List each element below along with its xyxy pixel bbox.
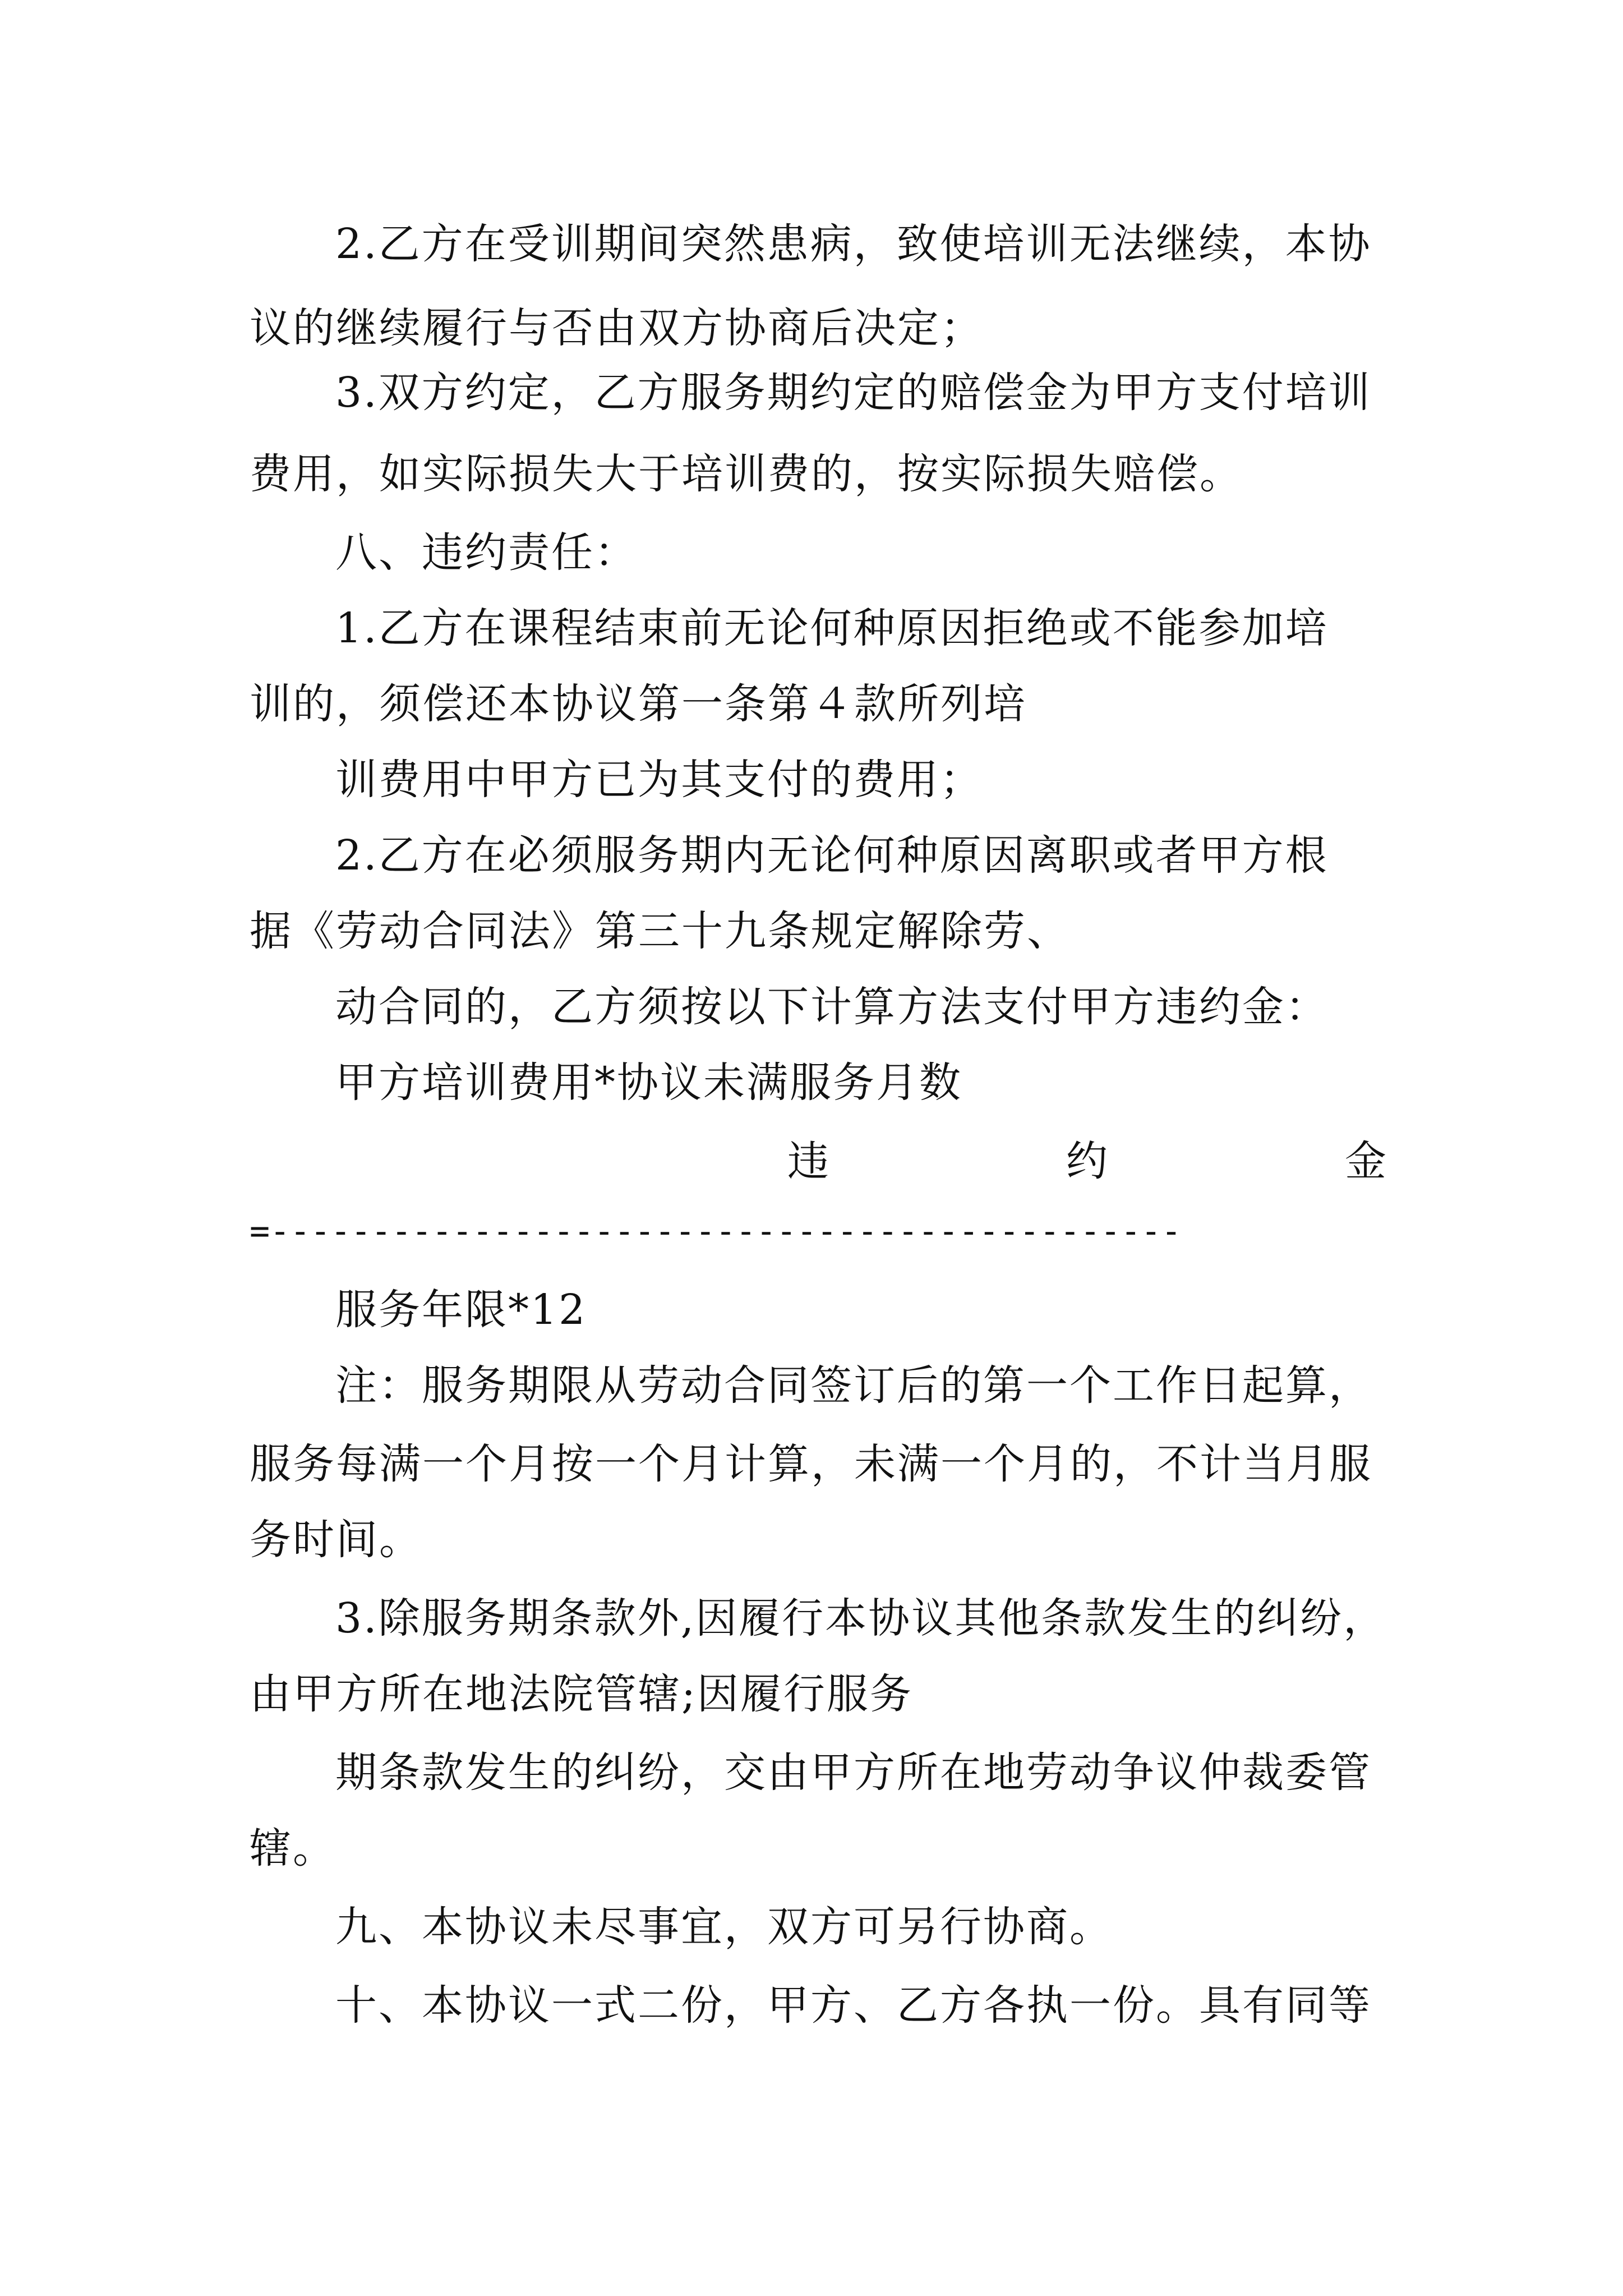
clause-7-2-line-1: 2.乙方在受训期间突然患病，致使培训无法继续，本协 bbox=[335, 220, 1372, 268]
formula-label-char-3: 金 bbox=[1345, 1137, 1388, 1185]
note-line-3: 务时间。 bbox=[250, 1516, 422, 1564]
clause-8-1-line-2: 训的，须偿还本协议第一条第４款所列培 bbox=[250, 680, 1027, 728]
clause-8-2-line-2: 据《劳动合同法》第三十九条规定解除劳、 bbox=[250, 907, 1070, 955]
clause-7-3-line-2: 费用，如实际损失大于培训费的，按实际损失赔偿。 bbox=[250, 450, 1243, 498]
clause-8-1-line-1: 1.乙方在课程结束前无论何种原因拒绝或不能参加培 bbox=[335, 604, 1329, 652]
clause-7-3-line-1: 3.双方约定，乙方服务期约定的赔偿金为甲方支付培训 bbox=[335, 369, 1372, 417]
formula-label-char-1: 违 bbox=[787, 1137, 831, 1185]
formula-label-row bbox=[250, 1133, 1388, 1189]
formula-denominator: 服务年限*12 bbox=[335, 1286, 587, 1334]
note-line-2: 服务每满一个月按一个月计算，未满一个月的，不计当月服 bbox=[250, 1440, 1372, 1488]
section-9-line: 九、本协议未尽事宜，双方可另行协商。 bbox=[335, 1903, 1113, 1951]
section-8-heading: 八、违约责任： bbox=[335, 528, 638, 577]
clause-8-3-line-2: 由甲方所在地法院管辖;因履行服务 bbox=[250, 1670, 913, 1718]
note-line-1: 注：服务期限从劳动合同签订后的第一个工作日起算， bbox=[335, 1361, 1372, 1410]
section-10-line: 十、本协议一式二份，甲方、乙方各执一份。具有同等 bbox=[335, 1981, 1372, 2030]
formula-fraction-line: =--------------------------------------------- bbox=[250, 1212, 1182, 1251]
clause-7-2-line-2: 议的继续履行与否由双方协商后决定； bbox=[250, 304, 984, 352]
clause-8-1-line-3: 训费用中甲方已为其支付的费用； bbox=[335, 756, 983, 804]
clause-8-3-line-3: 期条款发生的纠纷，交由甲方所在地劳动争议仲裁委管 bbox=[335, 1749, 1372, 1797]
formula-label-char-2: 约 bbox=[1066, 1137, 1109, 1185]
formula-numerator: 甲方培训费用*协议未满服务月数 bbox=[335, 1059, 962, 1107]
clause-8-2-line-1: 2.乙方在必须服务期内无论何种原因离职或者甲方根 bbox=[335, 831, 1329, 880]
clause-8-2-line-3: 动合同的，乙方须按以下计算方法支付甲方违约金： bbox=[335, 983, 1329, 1031]
clause-8-3-line-4: 辖。 bbox=[250, 1824, 336, 1872]
clause-8-3-line-1: 3.除服务期条款外,因履行本协议其他条款发生的纠纷， bbox=[335, 1594, 1387, 1642]
